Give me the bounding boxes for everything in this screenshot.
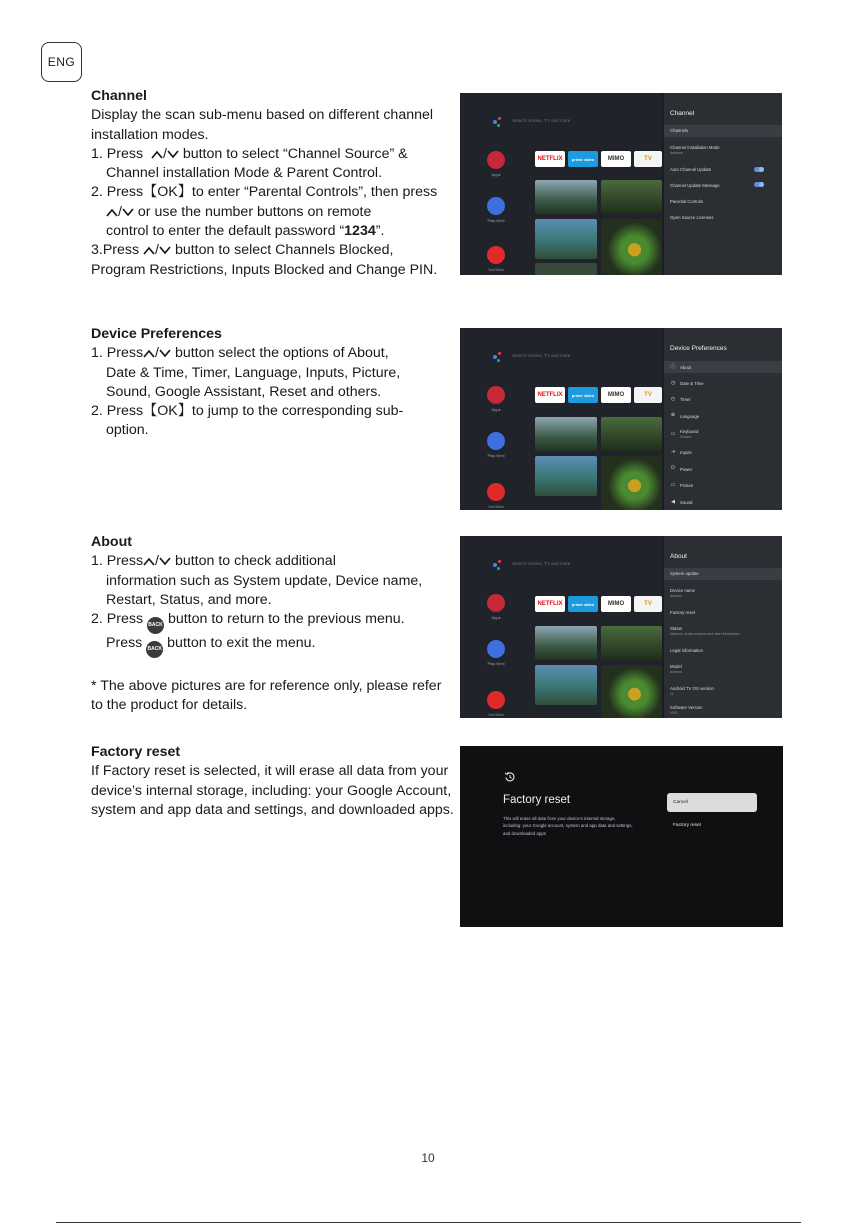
channel-menu-panel: Channel Channels Channel Installation Mode Antenna Auto Channel Update Channel Update Message Parental Controls Open Source Licenses — [664, 93, 782, 275]
chevron-down-icon — [167, 150, 179, 159]
info-icon: ⓘ — [670, 364, 676, 370]
ok-key: 【OK】 — [143, 403, 192, 420]
menu-item-inputs[interactable]: Inputs — [680, 450, 692, 455]
chevron-up-icon — [143, 557, 155, 566]
device-step-2: 2. Press【OK】to jump to the corresponding sub- option. — [91, 403, 404, 439]
reset-icon — [504, 771, 516, 783]
back-button-icon: BACK — [147, 617, 164, 634]
menu-item-keyboard[interactable]: Keyboard — [680, 429, 699, 434]
prime-tile[interactable]: prime video — [568, 596, 598, 612]
youtube-item[interactable]: YouTube — [486, 483, 506, 509]
menu-item-licenses[interactable]: Open Source Licenses — [670, 215, 714, 220]
cancel-button[interactable]: Cancel — [667, 793, 757, 812]
update-message-toggle[interactable] — [754, 182, 764, 187]
tv-home — [460, 93, 662, 275]
mimo-tile[interactable]: MIMO — [601, 387, 631, 403]
about-menu-panel: About System update Device name Android Factory reset Status Network, serial numbers and other information Legal information Model Android Android TV OS version 11 Software Version V001 — [664, 536, 782, 718]
thumbnail-lake[interactable] — [535, 219, 597, 259]
search-hint: Search movies, TV and more — [512, 118, 571, 123]
tv-screen-device-preferences — [460, 328, 782, 510]
chevron-up-icon — [151, 150, 163, 159]
chevron-up-icon — [143, 246, 155, 255]
about-section — [91, 533, 456, 716]
footer-divider — [56, 1222, 801, 1223]
factory-reset-body: If Factory reset is selected, it will erase all data from your device’s internal storage, including: your Google Account, system and app data and settings, and downloaded apps. — [91, 763, 454, 818]
page-number: 10 — [421, 1151, 435, 1165]
youtube-item[interactable]: YouTube — [486, 691, 506, 717]
play-next-item[interactable]: Play Next — [486, 432, 506, 458]
keyboard-icon: ▭ — [670, 431, 676, 437]
netflix-tile[interactable]: NETFLIX — [535, 596, 565, 612]
menu-item-legal[interactable]: Legal information — [670, 648, 703, 653]
speaker-icon: ◀ — [671, 499, 675, 505]
factory-reset-section — [91, 743, 456, 820]
assistant-icon — [493, 120, 497, 124]
tv-tile[interactable]: TV — [634, 387, 662, 403]
language-badge: ENG — [41, 42, 82, 82]
menu-title: Channel — [670, 110, 695, 117]
menu-item-device-name[interactable]: Device name — [670, 588, 696, 593]
about-step-2: 2. Press BACK button to return to the previous menu. Press BACK button to exit the menu. — [91, 610, 456, 658]
tv-screen-about — [460, 536, 782, 718]
thumbnail-landscape[interactable] — [535, 180, 597, 214]
apps-item[interactable]: Apps — [486, 386, 506, 412]
reset-title: Factory reset — [503, 794, 571, 806]
assistant-icon — [493, 563, 497, 567]
menu-item-model[interactable]: Model — [670, 664, 682, 669]
mimo-tile[interactable]: MIMO — [601, 596, 631, 612]
about-step-1: 1. Press / button to check additional information such as System update, Device name, Restart, Status, and more. — [91, 553, 423, 608]
menu-item-parental-controls[interactable]: Parental Controls — [670, 199, 704, 204]
clock-icon: ◷ — [670, 380, 676, 386]
chevron-down-icon — [159, 349, 171, 358]
tv-tile[interactable]: TV — [634, 596, 662, 612]
timer-icon: ◴ — [670, 396, 676, 402]
default-password: 1234 — [344, 223, 376, 240]
menu-item-language[interactable]: Language — [680, 414, 700, 419]
menu-item-date-time[interactable]: Date & Time — [680, 381, 704, 386]
tv-tile[interactable]: TV — [634, 151, 662, 167]
channel-step-2: 2. Press【OK】to enter “Parental Controls”, then press / or use the number buttons on remote control to enter the default password “1234”. — [91, 184, 438, 240]
thumbnail-forest[interactable] — [601, 180, 662, 214]
power-icon: ⏻ — [671, 465, 675, 471]
device-preferences-menu-panel: Device Preferences ⓘ About ◷ Date & Time ◴ Timer ⊕ Language ▭ Keyboard Gboard ⇥ Inputs ⏻ Power ▭ Picture ◀ Sound — [664, 328, 782, 510]
thumbnail-parrots[interactable] — [601, 219, 662, 275]
auto-update-toggle[interactable] — [754, 167, 764, 172]
picture-icon: ▭ — [670, 482, 676, 488]
prime-tile[interactable]: prime video — [568, 387, 598, 403]
menu-item-status[interactable]: Status — [670, 626, 683, 631]
channel-heading: Channel — [91, 88, 147, 104]
tv-screen-channel — [460, 93, 782, 275]
netflix-tile[interactable]: NETFLIX — [535, 151, 565, 167]
netflix-tile[interactable]: NETFLIX — [535, 387, 565, 403]
input-icon: ⇥ — [670, 449, 676, 455]
menu-item-sound[interactable]: Sound — [680, 500, 693, 505]
device-preferences-heading: Device Preferences — [91, 326, 222, 342]
menu-item-timer[interactable]: Timer — [680, 397, 691, 402]
factory-reset-heading: Factory reset — [91, 744, 181, 760]
play-next-item[interactable]: Play Next — [486, 640, 506, 666]
prime-tile[interactable]: prime video — [568, 151, 598, 167]
menu-item-factory-reset[interactable]: Factory reset — [670, 610, 696, 615]
tv-screen-factory-reset — [460, 746, 783, 927]
reset-description: This will erase all data from your device's internal storage, including: your Google account, system and app data and settings, and downloaded apps — [503, 816, 633, 836]
search-hint: Search movies, TV and more — [512, 561, 571, 566]
menu-item-channels[interactable]: Channels — [670, 128, 689, 133]
channel-section — [91, 87, 456, 280]
menu-item-software-version[interactable]: Software Version — [670, 705, 703, 710]
mimo-tile[interactable]: MIMO — [601, 151, 631, 167]
menu-item-update-message[interactable]: Channel Update Message — [670, 183, 720, 188]
menu-item-auto-update[interactable]: Auto Channel Update — [670, 167, 712, 172]
chevron-down-icon — [159, 246, 171, 255]
search-hint: Search movies, TV and more — [512, 353, 571, 358]
assistant-icon — [493, 355, 497, 359]
chevron-down-icon — [122, 208, 134, 217]
device-step-1: 1. Press / button select the options of About, Date & Time, Timer, Language, Inputs, Picture, Sound, Google Assistant, Reset and others. — [91, 345, 401, 400]
about-heading: About — [91, 534, 132, 550]
channel-step-3: 3.Press / button to select Channels Blocked, Program Restrictions, Inputs Blocked and Change PIN. — [91, 242, 438, 278]
menu-item-install-mode[interactable]: Channel Installation Mode — [670, 145, 720, 150]
menu-item-os-version[interactable]: Android TV OS version — [670, 686, 714, 691]
globe-icon: ⊕ — [670, 412, 676, 418]
factory-reset-button[interactable]: Factory reset — [673, 823, 701, 828]
youtube-item[interactable]: YouTube — [486, 246, 506, 272]
reference-note: * The above pictures are for reference only, please refer to the product for details. — [91, 678, 442, 714]
apps-item[interactable]: Apps — [486, 594, 506, 620]
chevron-down-icon — [159, 557, 171, 566]
menu-item-system-update[interactable]: System update — [670, 571, 699, 576]
chevron-up-icon — [106, 208, 118, 217]
apps-item[interactable]: Apps — [486, 151, 506, 177]
channel-intro: Display the scan sub-menu based on different channel installation modes. — [91, 107, 434, 143]
chevron-up-icon — [143, 349, 155, 358]
menu-item-about[interactable]: About — [680, 365, 692, 370]
menu-item-power[interactable]: Power — [680, 467, 693, 472]
channel-step-1: 1. Press / button to select “Channel Source” & Channel installation Mode & Parent Control. — [91, 145, 408, 182]
play-next-item[interactable]: Play Next — [486, 197, 506, 223]
ok-key: 【OK】 — [143, 184, 192, 201]
menu-item-picture[interactable]: Picture — [680, 483, 694, 488]
device-preferences-section — [91, 325, 456, 441]
back-button-icon: BACK — [146, 641, 163, 658]
